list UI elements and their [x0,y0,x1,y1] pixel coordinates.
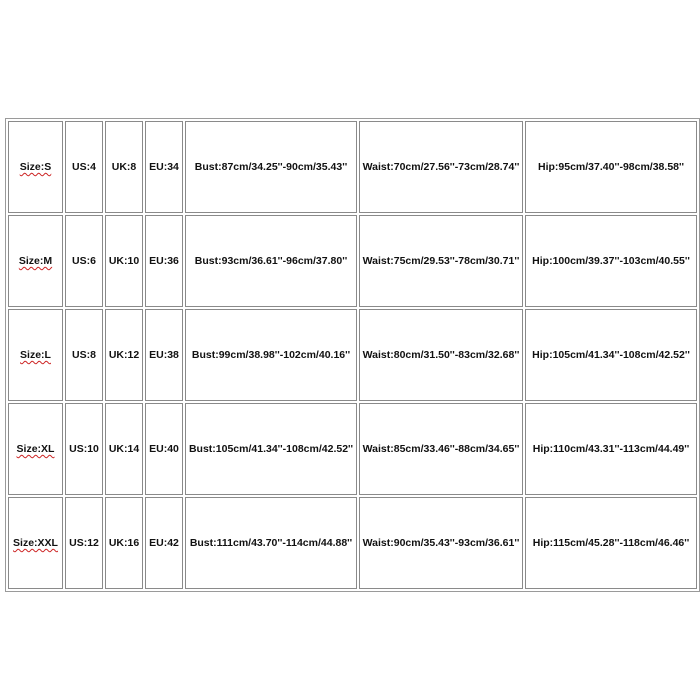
waist-cell: Waist:85cm/33.46''-88cm/34.65'' [359,403,523,495]
us-size-cell: US:4 [65,121,103,213]
us-size-cell: US:6 [65,215,103,307]
table-row [8,403,697,495]
bust-cell: Bust:93cm/36.61''-96cm/37.80'' [185,215,357,307]
eu-size-cell: EU:38 [145,309,183,401]
uk-size-cell: UK:12 [105,309,143,401]
size-cell: Size:M [8,215,63,307]
eu-size-cell: EU:40 [145,403,183,495]
hip-cell: Hip:115cm/45.28''-118cm/46.46'' [525,497,697,589]
bust-cell: Bust:111cm/43.70''-114cm/44.88'' [185,497,357,589]
us-size-cell: US:12 [65,497,103,589]
bust-cell: Bust:99cm/38.98''-102cm/40.16'' [185,309,357,401]
size-chart-table [5,118,700,592]
eu-size-cell: EU:34 [145,121,183,213]
size-cell: Size:L [8,309,63,401]
bust-cell: Bust:87cm/34.25''-90cm/35.43'' [185,121,357,213]
table-row [8,309,697,401]
uk-size-cell: UK:14 [105,403,143,495]
waist-cell: Waist:80cm/31.50''-83cm/32.68'' [359,309,523,401]
hip-cell: Hip:110cm/43.31''-113cm/44.49'' [525,403,697,495]
size-cell: Size:XXL [8,497,63,589]
eu-size-cell: EU:42 [145,497,183,589]
size-cell: Size:S [8,121,63,213]
hip-cell: Hip:95cm/37.40''-98cm/38.58'' [525,121,697,213]
us-size-cell: US:10 [65,403,103,495]
eu-size-cell: EU:36 [145,215,183,307]
waist-cell: Waist:70cm/27.56''-73cm/28.74'' [359,121,523,213]
size-cell: Size:XL [8,403,63,495]
waist-cell: Waist:75cm/29.53''-78cm/30.71'' [359,215,523,307]
uk-size-cell: UK:10 [105,215,143,307]
bust-cell: Bust:105cm/41.34''-108cm/42.52'' [185,403,357,495]
us-size-cell: US:8 [65,309,103,401]
hip-cell: Hip:100cm/39.37''-103cm/40.55'' [525,215,697,307]
uk-size-cell: UK:16 [105,497,143,589]
table-row [8,215,697,307]
waist-cell: Waist:90cm/35.43''-93cm/36.61'' [359,497,523,589]
hip-cell: Hip:105cm/41.34''-108cm/42.52'' [525,309,697,401]
uk-size-cell: UK:8 [105,121,143,213]
table-row [8,497,697,589]
table-row [8,121,697,213]
